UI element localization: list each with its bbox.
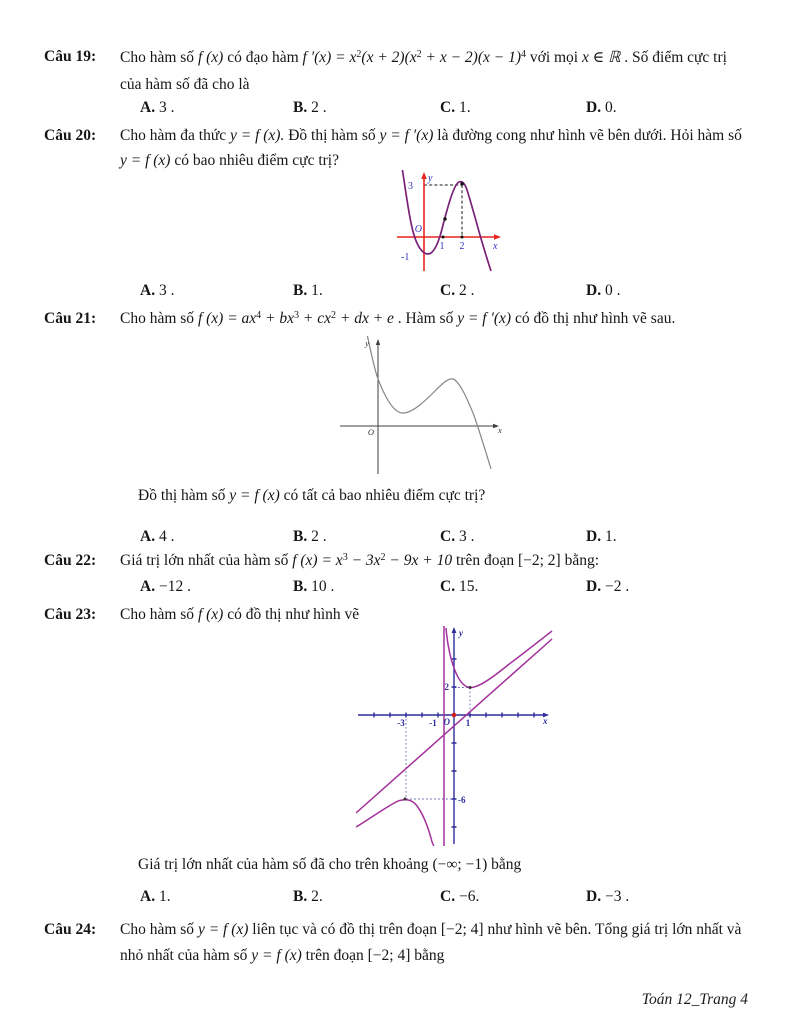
g23-labels: [397, 628, 548, 805]
answer-option-a: A. 1.: [140, 888, 171, 905]
graph-q23: [356, 626, 554, 846]
g20-label-2: 2: [459, 241, 465, 252]
g21-labels: [364, 338, 502, 437]
g23-y-axis-label: y: [459, 628, 463, 638]
g23-label-1: 1: [465, 718, 471, 728]
g21-axes: [340, 342, 496, 474]
g23-label-minus3: -3: [397, 718, 405, 728]
question-19-line2: của hàm số đã cho là: [120, 76, 250, 93]
g23-origin-label: O: [443, 717, 450, 727]
question-20-label: Câu 20:: [44, 127, 97, 144]
answer-option-a: A. 3 .: [140, 282, 175, 299]
g21-curve: [367, 336, 491, 469]
g23-label-2: 2: [444, 682, 449, 692]
graph-q21: [332, 336, 507, 478]
question-24-label: Câu 24:: [44, 921, 97, 938]
question-23-label: Câu 23:: [44, 606, 97, 623]
answer-option-a: A. 3 .: [140, 99, 175, 116]
answer-option-d: D. 1.: [586, 528, 617, 545]
page-footer: Toán 12_Trang 4: [641, 991, 748, 1008]
g20-label-minus1: -1: [401, 252, 410, 263]
answer-option-d: D. 0.: [586, 99, 617, 116]
answer-option-d: D. 0 .: [586, 282, 621, 299]
g23-lower-branch: [356, 800, 434, 846]
g23-label-minus1: -1: [429, 718, 437, 728]
g20-label-1: 1: [439, 241, 445, 252]
g21-y-axis-label: y: [365, 338, 369, 348]
answer-option-c: C. −6.: [440, 888, 480, 905]
g20-y-axis-label: y: [428, 173, 433, 184]
answer-option-b: B. 10 .: [293, 578, 335, 595]
graph-q20: [395, 170, 505, 274]
question-22-label: Câu 22:: [44, 552, 97, 569]
g23-dotted-guides: [406, 688, 470, 800]
g21-axis-arrows: [376, 339, 499, 428]
question-24-line2: nhỏ nhất của hàm số y = f (x) trên đoạn [−2; 4] bằng: [120, 947, 445, 964]
question-20-line2: y = f (x) có bao nhiêu điểm cực trị?: [120, 152, 339, 169]
question-23-line1: Cho hàm số f (x) có đồ thị như hình vẽ: [120, 606, 360, 623]
answer-option-a: A. −12 .: [140, 578, 191, 595]
question-23-prompt: Giá trị lớn nhất của hàm số đã cho trên khoảng (−∞; −1) bằng: [138, 856, 522, 873]
g20-dashed-guides: [424, 185, 462, 237]
g20-x-axis-label: x: [493, 241, 498, 252]
answer-option-b: B. 2.: [293, 888, 323, 905]
answer-option-d: D. −2 .: [586, 578, 630, 595]
question-20-line1: Cho hàm đa thức y = f (x). Đồ thị hàm số y = f ′(x) là đường cong như hình vẽ bên dưới. Hỏi hàm số: [120, 127, 742, 144]
answer-option-b: B. 2 .: [293, 528, 327, 545]
g21-x-axis-label: x: [498, 425, 502, 435]
g23-x-axis-label: x: [543, 716, 548, 726]
answer-option-c: C. 1.: [440, 99, 471, 116]
g23-axis-arrows: [452, 627, 549, 717]
answer-option-c: C. 3 .: [440, 528, 475, 545]
question-19-label: Câu 19:: [44, 48, 97, 65]
g23-origin-dot: [452, 713, 457, 718]
answer-option-a: A. 4 .: [140, 528, 175, 545]
g20-label-3: 3: [408, 181, 413, 192]
question-19-line1: Cho hàm số f (x) có đạo hàm f $'(x) = x^2(x + 2)(x^2 + x - 2)(x - 1)^4$ với mọi x ∈ ℝ . Số điểm cực trị: [120, 49, 727, 66]
answer-option-b: B. 1.: [293, 282, 323, 299]
question-24-line1: Cho hàm số y = f (x) liên tục và có đồ thị trên đoạn [−2; 4] như hình vẽ bên. Tổng giá trị lớn nhất và: [120, 921, 742, 938]
g20-origin-label: O: [414, 224, 422, 235]
answer-option-c: C. 15.: [440, 578, 479, 595]
g21-origin-label: O: [367, 427, 374, 437]
answer-option-c: C. 2 .: [440, 282, 475, 299]
g23-label-minus6: -6: [458, 795, 466, 805]
answer-option-b: B. 2 .: [293, 99, 327, 116]
question-21-line1: Cho hàm số f $(x) = ax^4 + bx^3 + cx^2$ + dx + e . Hàm số y = f ′(x) có đồ thị như hình vẽ sau.: [120, 310, 676, 327]
g23-point-dots: [404, 686, 472, 801]
question-21-label: Câu 21:: [44, 310, 97, 327]
question-22-line1: Giá trị lớn nhất của hàm số f $(x) = x^3 - 3x^2 - 9x + 10$ trên đoạn [−2; 2] bằng:: [120, 552, 600, 569]
answer-option-d: D. −3 .: [586, 888, 630, 905]
question-21-prompt: Đồ thị hàm số y = f (x) có tất cả bao nhiêu điểm cực trị?: [138, 487, 486, 504]
